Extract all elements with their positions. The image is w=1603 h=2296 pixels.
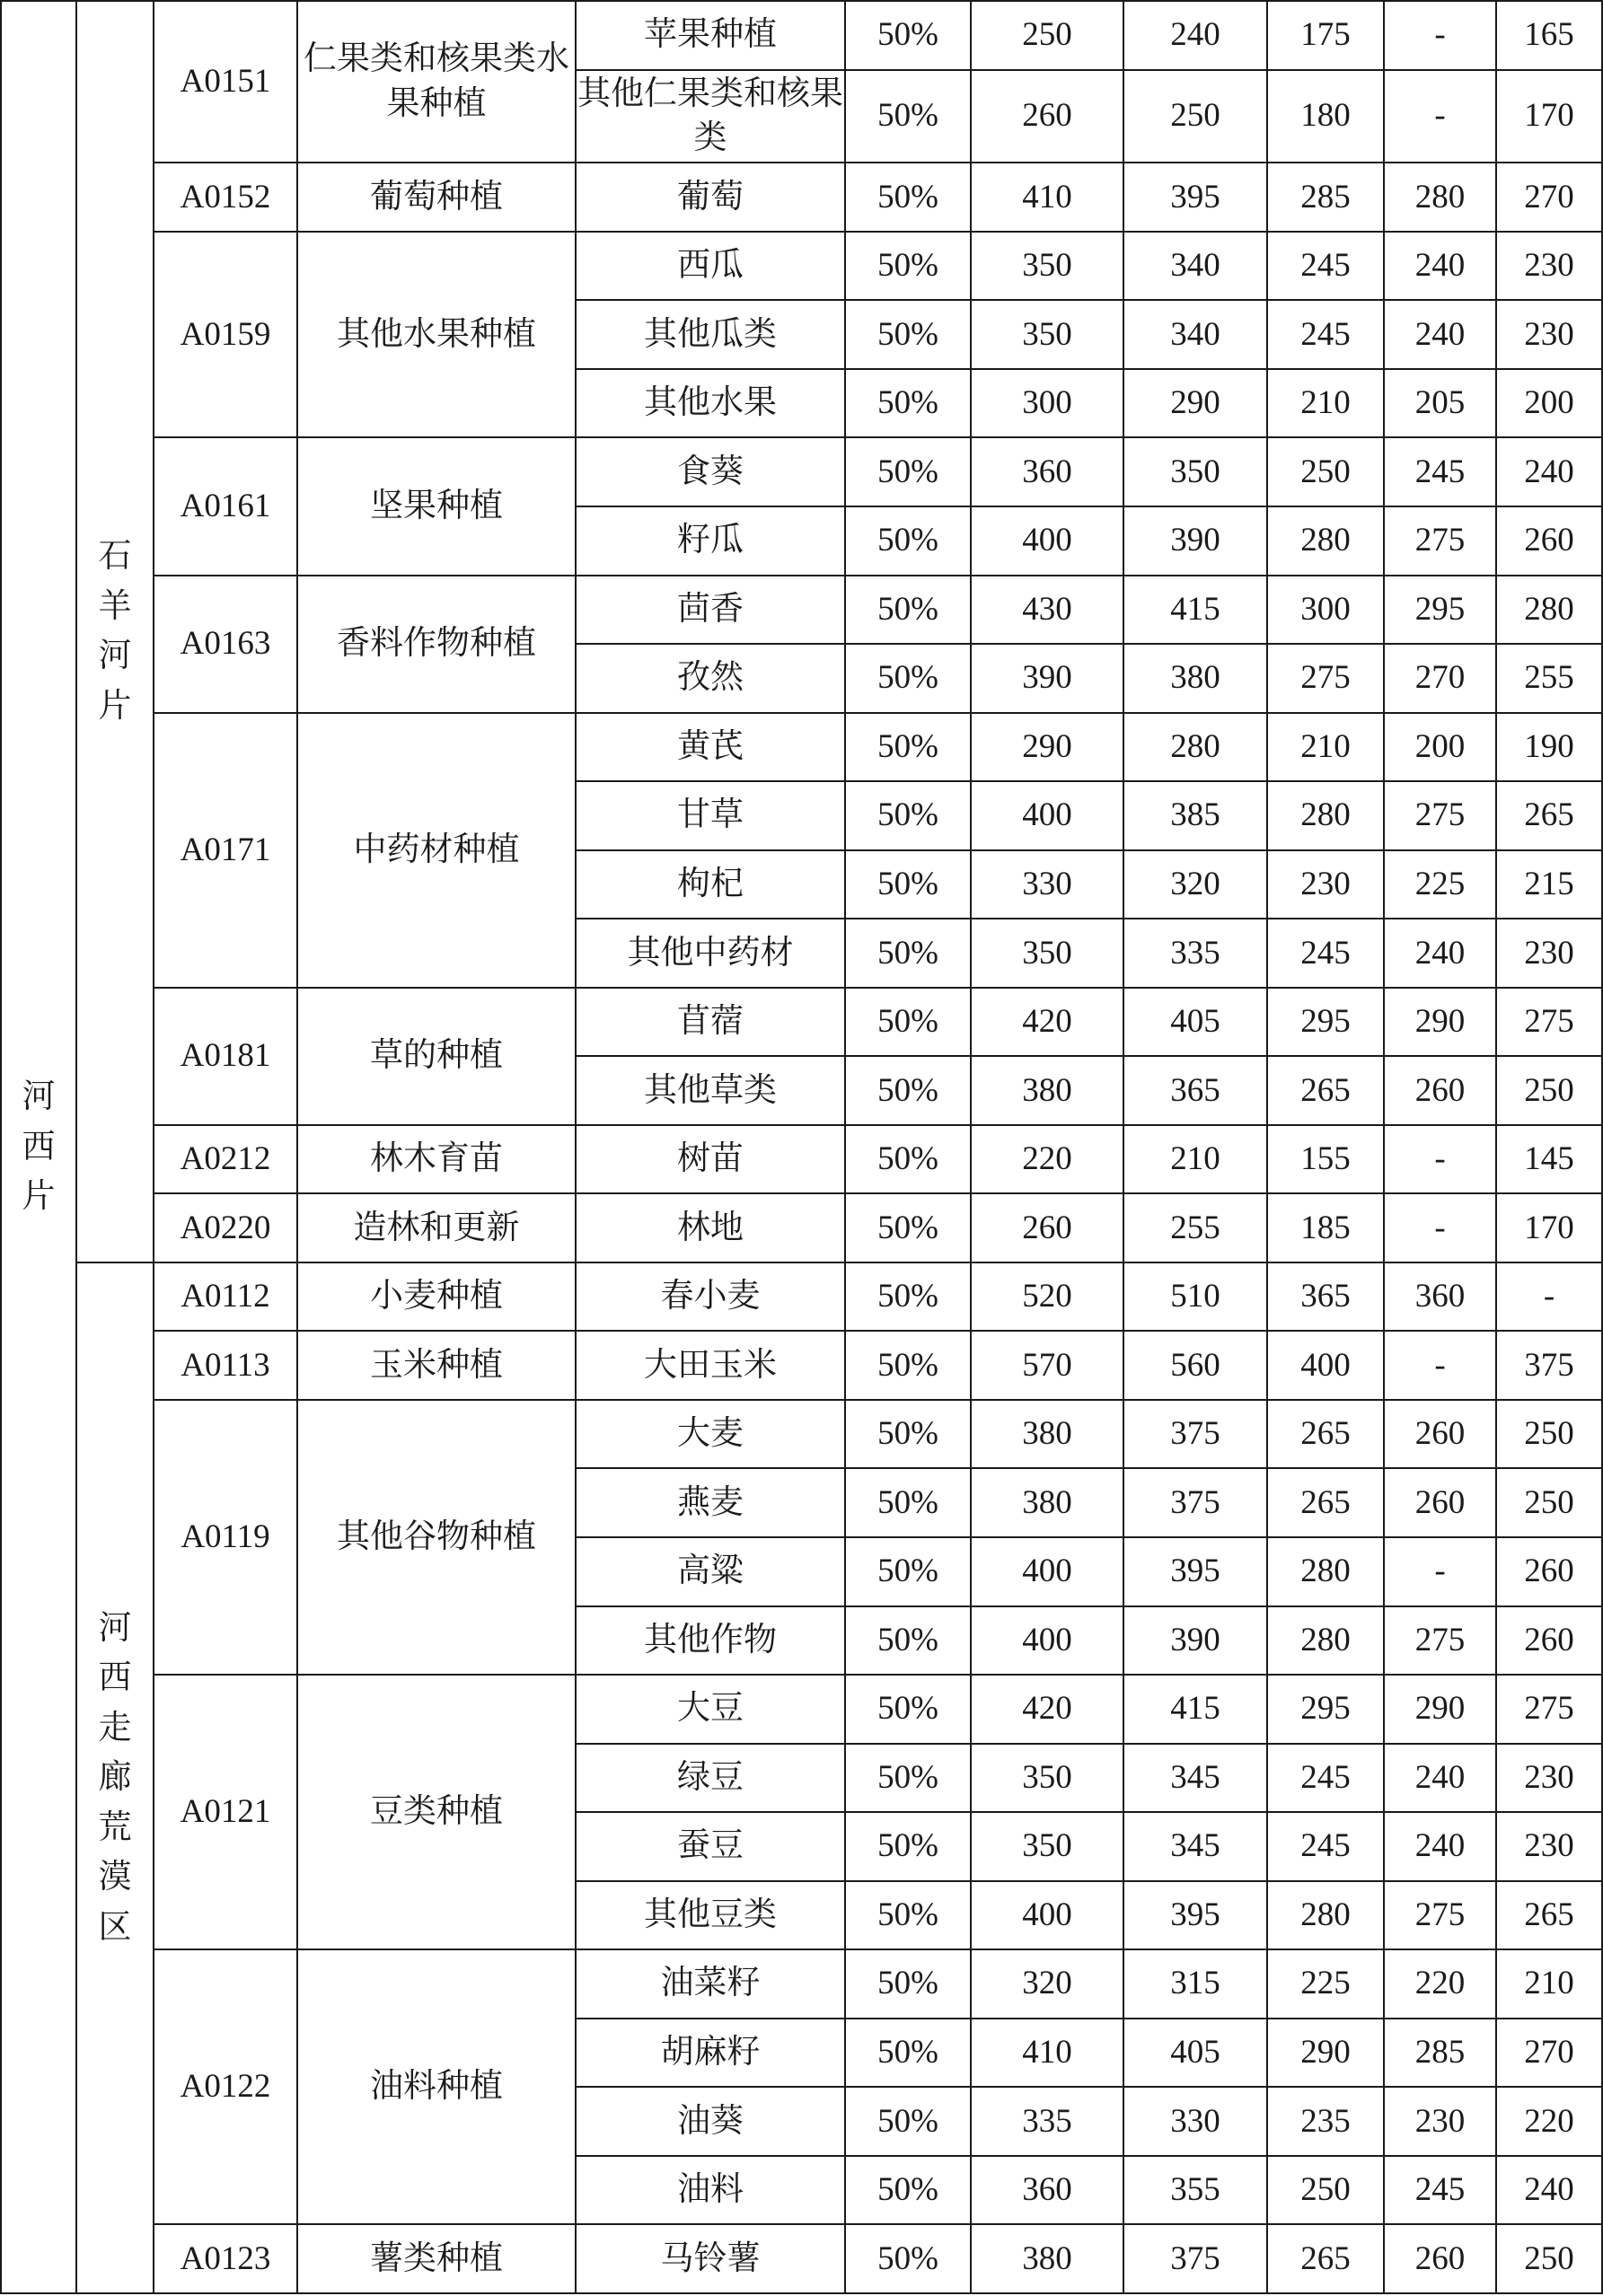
value-cell-4: 285 bbox=[1384, 2019, 1496, 2088]
code-cell: A0220 bbox=[154, 1193, 297, 1262]
ratio-cell: 50% bbox=[845, 1056, 971, 1125]
category-cell: 玉米种植 bbox=[297, 1331, 576, 1400]
code-cell: A0112 bbox=[154, 1262, 297, 1332]
ratio-cell: 50% bbox=[845, 1262, 971, 1332]
table-row bbox=[1, 1400, 1602, 1469]
ratio-cell: 50% bbox=[845, 1675, 971, 1744]
value-cell-4: 290 bbox=[1384, 988, 1496, 1057]
category-cell: 林木育苗 bbox=[297, 1125, 576, 1194]
value-cell-1: 350 bbox=[971, 300, 1123, 369]
ratio-cell: 50% bbox=[845, 1744, 971, 1813]
category-cell: 其他谷物种植 bbox=[297, 1400, 576, 1675]
ratio-cell: 50% bbox=[845, 576, 971, 645]
value-cell-3: 275 bbox=[1267, 644, 1384, 713]
value-cell-1: 360 bbox=[971, 437, 1123, 506]
value-cell-2: 375 bbox=[1123, 1400, 1267, 1469]
value-cell-4: 240 bbox=[1384, 919, 1496, 988]
value-cell-2: 340 bbox=[1123, 300, 1267, 369]
value-cell-2: 405 bbox=[1123, 2019, 1267, 2088]
value-cell-5: - bbox=[1496, 1262, 1602, 1332]
value-cell-1: 400 bbox=[971, 1881, 1123, 1950]
table-row bbox=[1, 988, 1602, 1057]
code-cell: A0122 bbox=[154, 1949, 297, 2224]
value-cell-1: 300 bbox=[971, 369, 1123, 438]
value-cell-3: 280 bbox=[1267, 781, 1384, 850]
value-cell-1: 350 bbox=[971, 1744, 1123, 1813]
value-cell-1: 570 bbox=[971, 1331, 1123, 1400]
crop-name-cell: 树苗 bbox=[576, 1125, 845, 1194]
category-cell: 中药材种植 bbox=[297, 713, 576, 988]
value-cell-5: 260 bbox=[1496, 506, 1602, 576]
ratio-cell: 50% bbox=[845, 988, 971, 1057]
value-cell-3: 250 bbox=[1267, 2156, 1384, 2225]
value-cell-2: 335 bbox=[1123, 919, 1267, 988]
value-cell-4: 295 bbox=[1384, 576, 1496, 645]
value-cell-1: 350 bbox=[971, 232, 1123, 301]
code-cell: A0119 bbox=[154, 1400, 297, 1675]
value-cell-3: 250 bbox=[1267, 437, 1384, 506]
crop-name-cell: 苹果种植 bbox=[576, 1, 845, 70]
crop-name-cell: 绿豆 bbox=[576, 1744, 845, 1813]
value-cell-3: 295 bbox=[1267, 1675, 1384, 1744]
value-cell-1: 220 bbox=[971, 1125, 1123, 1194]
value-cell-3: 265 bbox=[1267, 1400, 1384, 1469]
value-cell-3: 265 bbox=[1267, 1468, 1384, 1537]
value-cell-4: 280 bbox=[1384, 163, 1496, 232]
value-cell-4: - bbox=[1384, 1, 1496, 70]
value-cell-3: 365 bbox=[1267, 1262, 1384, 1332]
subregion-label: 河西走廊荒漠区 bbox=[98, 1609, 132, 1946]
code-cell: A0152 bbox=[154, 163, 297, 232]
ratio-cell: 50% bbox=[845, 919, 971, 988]
ratio-cell: 50% bbox=[845, 1881, 971, 1950]
value-cell-1: 430 bbox=[971, 576, 1123, 645]
category-cell: 薯类种植 bbox=[297, 2224, 576, 2293]
value-cell-1: 410 bbox=[971, 163, 1123, 232]
ratio-cell: 50% bbox=[845, 1193, 971, 1262]
crop-name-cell: 黄芪 bbox=[576, 713, 845, 782]
crop-name-cell: 油葵 bbox=[576, 2087, 845, 2156]
crop-name-cell: 苜蓿 bbox=[576, 988, 845, 1057]
ratio-cell: 50% bbox=[845, 2224, 971, 2293]
value-cell-5: 215 bbox=[1496, 850, 1602, 919]
value-cell-3: 245 bbox=[1267, 300, 1384, 369]
value-cell-5: 265 bbox=[1496, 781, 1602, 850]
value-cell-3: 280 bbox=[1267, 1606, 1384, 1676]
value-cell-2: 415 bbox=[1123, 1675, 1267, 1744]
value-cell-3: 180 bbox=[1267, 70, 1384, 163]
code-cell: A0181 bbox=[154, 988, 297, 1125]
value-cell-5: 220 bbox=[1496, 2087, 1602, 2156]
value-cell-3: 295 bbox=[1267, 988, 1384, 1057]
ratio-cell: 50% bbox=[845, 1, 971, 70]
value-cell-5: 200 bbox=[1496, 369, 1602, 438]
code-cell: A0151 bbox=[154, 1, 297, 163]
value-cell-2: 390 bbox=[1123, 1606, 1267, 1676]
ratio-cell: 50% bbox=[845, 2156, 971, 2225]
value-cell-5: 230 bbox=[1496, 919, 1602, 988]
subregion-cell bbox=[76, 1262, 154, 2293]
value-cell-3: 225 bbox=[1267, 1949, 1384, 2019]
crop-name-cell: 茴香 bbox=[576, 576, 845, 645]
value-cell-2: 250 bbox=[1123, 70, 1267, 163]
value-cell-1: 400 bbox=[971, 1537, 1123, 1606]
category-cell: 坚果种植 bbox=[297, 437, 576, 575]
code-cell: A0171 bbox=[154, 713, 297, 988]
value-cell-1: 320 bbox=[971, 1949, 1123, 2019]
value-cell-2: 385 bbox=[1123, 781, 1267, 850]
value-cell-5: 275 bbox=[1496, 988, 1602, 1057]
ratio-cell: 50% bbox=[845, 506, 971, 576]
value-cell-1: 260 bbox=[971, 1193, 1123, 1262]
ratio-cell: 50% bbox=[845, 1125, 971, 1194]
crop-name-cell: 油菜籽 bbox=[576, 1949, 845, 2019]
crop-name-cell: 马铃薯 bbox=[576, 2224, 845, 2293]
ratio-cell: 50% bbox=[845, 850, 971, 919]
value-cell-3: 285 bbox=[1267, 163, 1384, 232]
value-cell-5: 270 bbox=[1496, 2019, 1602, 2088]
value-cell-2: 330 bbox=[1123, 2087, 1267, 2156]
value-cell-3: 265 bbox=[1267, 2224, 1384, 2293]
value-cell-3: 245 bbox=[1267, 1812, 1384, 1881]
table-row bbox=[1, 1193, 1602, 1262]
value-cell-4: 360 bbox=[1384, 1262, 1496, 1332]
crop-name-cell: 大麦 bbox=[576, 1400, 845, 1469]
code-cell: A0161 bbox=[154, 437, 297, 575]
ratio-cell: 50% bbox=[845, 1606, 971, 1676]
value-cell-1: 380 bbox=[971, 1056, 1123, 1125]
value-cell-2: 375 bbox=[1123, 1468, 1267, 1537]
value-cell-5: 240 bbox=[1496, 437, 1602, 506]
value-cell-5: 265 bbox=[1496, 1881, 1602, 1950]
category-cell: 油料种植 bbox=[297, 1949, 576, 2224]
crop-name-cell: 油料 bbox=[576, 2156, 845, 2225]
value-cell-3: 185 bbox=[1267, 1193, 1384, 1262]
ratio-cell: 50% bbox=[845, 2019, 971, 2088]
crop-name-cell: 其他草类 bbox=[576, 1056, 845, 1125]
value-cell-2: 345 bbox=[1123, 1812, 1267, 1881]
value-cell-5: 375 bbox=[1496, 1331, 1602, 1400]
value-cell-5: 170 bbox=[1496, 70, 1602, 163]
value-cell-4: 275 bbox=[1384, 506, 1496, 576]
value-cell-4: 205 bbox=[1384, 369, 1496, 438]
value-cell-1: 400 bbox=[971, 781, 1123, 850]
ratio-cell: 50% bbox=[845, 437, 971, 506]
value-cell-4: 290 bbox=[1384, 1675, 1496, 1744]
value-cell-2: 395 bbox=[1123, 1537, 1267, 1606]
crop-name-cell: 其他豆类 bbox=[576, 1881, 845, 1950]
subregion-cell bbox=[76, 1, 154, 1262]
value-cell-3: 280 bbox=[1267, 1537, 1384, 1606]
table-row bbox=[1, 1675, 1602, 1744]
value-cell-2: 365 bbox=[1123, 1056, 1267, 1125]
crop-name-cell: 其他中药材 bbox=[576, 919, 845, 988]
ratio-cell: 50% bbox=[845, 1537, 971, 1606]
category-cell: 葡萄种植 bbox=[297, 163, 576, 232]
value-cell-4: - bbox=[1384, 1193, 1496, 1262]
value-cell-3: 300 bbox=[1267, 576, 1384, 645]
table-row bbox=[1, 2224, 1602, 2293]
value-cell-5: 190 bbox=[1496, 713, 1602, 782]
category-cell: 仁果类和核果类水果种植 bbox=[297, 1, 576, 163]
crop-name-cell: 燕麦 bbox=[576, 1468, 845, 1537]
value-cell-2: 345 bbox=[1123, 1744, 1267, 1813]
ratio-cell: 50% bbox=[845, 2087, 971, 2156]
value-cell-3: 245 bbox=[1267, 1744, 1384, 1813]
value-cell-1: 380 bbox=[971, 2224, 1123, 2293]
value-cell-3: 155 bbox=[1267, 1125, 1384, 1194]
ratio-cell: 50% bbox=[845, 300, 971, 369]
crop-name-cell: 籽瓜 bbox=[576, 506, 845, 576]
value-cell-2: 315 bbox=[1123, 1949, 1267, 2019]
table-row bbox=[1, 1125, 1602, 1194]
crop-name-cell: 西瓜 bbox=[576, 232, 845, 301]
crop-name-cell: 大田玉米 bbox=[576, 1331, 845, 1400]
ratio-cell: 50% bbox=[845, 1468, 971, 1537]
value-cell-1: 390 bbox=[971, 644, 1123, 713]
table-row bbox=[1, 437, 1602, 506]
value-cell-1: 335 bbox=[971, 2087, 1123, 2156]
value-cell-5: 145 bbox=[1496, 1125, 1602, 1194]
value-cell-2: 395 bbox=[1123, 1881, 1267, 1950]
crop-name-cell: 大豆 bbox=[576, 1675, 845, 1744]
value-cell-3: 210 bbox=[1267, 713, 1384, 782]
value-cell-3: 235 bbox=[1267, 2087, 1384, 2156]
ratio-cell: 50% bbox=[845, 369, 971, 438]
code-cell: A0212 bbox=[154, 1125, 297, 1194]
table-row bbox=[1, 1331, 1602, 1400]
value-cell-5: 250 bbox=[1496, 1400, 1602, 1469]
value-cell-5: 250 bbox=[1496, 1056, 1602, 1125]
crop-name-cell: 胡麻籽 bbox=[576, 2019, 845, 2088]
table-row bbox=[1, 163, 1602, 232]
value-cell-3: 175 bbox=[1267, 1, 1384, 70]
value-cell-5: 280 bbox=[1496, 576, 1602, 645]
value-cell-4: - bbox=[1384, 1537, 1496, 1606]
value-cell-4: 220 bbox=[1384, 1949, 1496, 2019]
value-cell-2: 390 bbox=[1123, 506, 1267, 576]
value-cell-2: 380 bbox=[1123, 644, 1267, 713]
value-cell-1: 520 bbox=[971, 1262, 1123, 1332]
value-cell-5: 270 bbox=[1496, 163, 1602, 232]
value-cell-5: 260 bbox=[1496, 1537, 1602, 1606]
category-cell: 豆类种植 bbox=[297, 1675, 576, 1949]
crop-name-cell: 葡萄 bbox=[576, 163, 845, 232]
value-cell-5: 275 bbox=[1496, 1675, 1602, 1744]
value-cell-1: 350 bbox=[971, 919, 1123, 988]
value-cell-5: 255 bbox=[1496, 644, 1602, 713]
crop-name-cell: 蚕豆 bbox=[576, 1812, 845, 1881]
value-cell-5: 250 bbox=[1496, 1468, 1602, 1537]
value-cell-3: 280 bbox=[1267, 1881, 1384, 1950]
value-cell-2: 210 bbox=[1123, 1125, 1267, 1194]
value-cell-1: 260 bbox=[971, 70, 1123, 163]
value-cell-4: 240 bbox=[1384, 232, 1496, 301]
subregion-label: 石羊河片 bbox=[98, 538, 132, 725]
crop-name-cell: 食葵 bbox=[576, 437, 845, 506]
value-cell-1: 410 bbox=[971, 2019, 1123, 2088]
table-row bbox=[1, 1262, 1602, 1332]
table-row bbox=[1, 1949, 1602, 2019]
value-cell-5: 210 bbox=[1496, 1949, 1602, 2019]
table-row bbox=[1, 713, 1602, 782]
table-row bbox=[1, 1, 1602, 70]
ratio-cell: 50% bbox=[845, 1812, 971, 1881]
value-cell-5: 230 bbox=[1496, 1812, 1602, 1881]
code-cell: A0123 bbox=[154, 2224, 297, 2293]
value-cell-4: 260 bbox=[1384, 1056, 1496, 1125]
value-cell-4: 240 bbox=[1384, 1812, 1496, 1881]
crop-name-cell: 其他瓜类 bbox=[576, 300, 845, 369]
table-row bbox=[1, 576, 1602, 645]
crop-name-cell: 孜然 bbox=[576, 644, 845, 713]
ratio-cell: 50% bbox=[845, 163, 971, 232]
region-cell bbox=[1, 1, 76, 2293]
value-cell-4: 260 bbox=[1384, 1468, 1496, 1537]
value-cell-4: 275 bbox=[1384, 1881, 1496, 1950]
table-body bbox=[1, 1, 1602, 2293]
value-cell-2: 255 bbox=[1123, 1193, 1267, 1262]
category-cell: 草的种植 bbox=[297, 988, 576, 1125]
ratio-cell: 50% bbox=[845, 1949, 971, 2019]
ratio-cell: 50% bbox=[845, 70, 971, 163]
value-cell-2: 510 bbox=[1123, 1262, 1267, 1332]
value-cell-5: 165 bbox=[1496, 1, 1602, 70]
value-cell-5: 230 bbox=[1496, 232, 1602, 301]
value-cell-1: 380 bbox=[971, 1468, 1123, 1537]
value-cell-3: 265 bbox=[1267, 1056, 1384, 1125]
crop-name-cell: 林地 bbox=[576, 1193, 845, 1262]
crop-name-cell: 甘草 bbox=[576, 781, 845, 850]
code-cell: A0163 bbox=[154, 576, 297, 713]
value-cell-3: 400 bbox=[1267, 1331, 1384, 1400]
code-cell: A0159 bbox=[154, 232, 297, 438]
value-cell-5: 250 bbox=[1496, 2224, 1602, 2293]
value-cell-4: 200 bbox=[1384, 713, 1496, 782]
value-cell-3: 290 bbox=[1267, 2019, 1384, 2088]
crop-name-cell: 春小麦 bbox=[576, 1262, 845, 1332]
value-cell-1: 360 bbox=[971, 2156, 1123, 2225]
region-label: 河西片 bbox=[22, 1078, 56, 1216]
crop-name-cell: 其他仁果类和核果类 bbox=[576, 70, 845, 163]
value-cell-1: 400 bbox=[971, 506, 1123, 576]
value-cell-4: 270 bbox=[1384, 644, 1496, 713]
value-cell-5: 260 bbox=[1496, 1606, 1602, 1676]
category-cell: 造林和更新 bbox=[297, 1193, 576, 1262]
category-cell: 香料作物种植 bbox=[297, 576, 576, 713]
value-cell-1: 350 bbox=[971, 1812, 1123, 1881]
ratio-cell: 50% bbox=[845, 1331, 971, 1400]
value-cell-5: 240 bbox=[1496, 2156, 1602, 2225]
ratio-cell: 50% bbox=[845, 644, 971, 713]
value-cell-2: 395 bbox=[1123, 163, 1267, 232]
value-cell-4: 225 bbox=[1384, 850, 1496, 919]
value-cell-4: 260 bbox=[1384, 2224, 1496, 2293]
value-cell-1: 420 bbox=[971, 988, 1123, 1057]
table-row bbox=[1, 232, 1602, 301]
code-cell: A0113 bbox=[154, 1331, 297, 1400]
value-cell-4: - bbox=[1384, 1125, 1496, 1194]
value-cell-5: 230 bbox=[1496, 300, 1602, 369]
value-cell-4: 275 bbox=[1384, 781, 1496, 850]
value-cell-2: 240 bbox=[1123, 1, 1267, 70]
crop-name-cell: 高粱 bbox=[576, 1537, 845, 1606]
value-cell-4: 245 bbox=[1384, 2156, 1496, 2225]
value-cell-1: 250 bbox=[971, 1, 1123, 70]
category-cell: 小麦种植 bbox=[297, 1262, 576, 1332]
value-cell-4: 240 bbox=[1384, 1744, 1496, 1813]
value-cell-4: 245 bbox=[1384, 437, 1496, 506]
value-cell-4: 230 bbox=[1384, 2087, 1496, 2156]
ratio-cell: 50% bbox=[845, 1400, 971, 1469]
value-cell-1: 380 bbox=[971, 1400, 1123, 1469]
ratio-cell: 50% bbox=[845, 781, 971, 850]
value-cell-4: 275 bbox=[1384, 1606, 1496, 1676]
value-cell-2: 350 bbox=[1123, 437, 1267, 506]
value-cell-2: 320 bbox=[1123, 850, 1267, 919]
value-cell-2: 290 bbox=[1123, 369, 1267, 438]
value-cell-2: 560 bbox=[1123, 1331, 1267, 1400]
code-cell: A0121 bbox=[154, 1675, 297, 1949]
ratio-cell: 50% bbox=[845, 232, 971, 301]
value-cell-4: - bbox=[1384, 70, 1496, 163]
value-cell-2: 375 bbox=[1123, 2224, 1267, 2293]
value-cell-1: 330 bbox=[971, 850, 1123, 919]
value-cell-3: 230 bbox=[1267, 850, 1384, 919]
value-cell-4: - bbox=[1384, 1331, 1496, 1400]
ratio-cell: 50% bbox=[845, 713, 971, 782]
value-cell-2: 340 bbox=[1123, 232, 1267, 301]
value-cell-1: 400 bbox=[971, 1606, 1123, 1676]
value-cell-4: 260 bbox=[1384, 1400, 1496, 1469]
category-cell: 其他水果种植 bbox=[297, 232, 576, 438]
crop-name-cell: 其他作物 bbox=[576, 1606, 845, 1676]
value-cell-1: 420 bbox=[971, 1675, 1123, 1744]
value-cell-1: 290 bbox=[971, 713, 1123, 782]
value-cell-3: 280 bbox=[1267, 506, 1384, 576]
value-cell-5: 170 bbox=[1496, 1193, 1602, 1262]
value-cell-2: 355 bbox=[1123, 2156, 1267, 2225]
value-cell-3: 245 bbox=[1267, 232, 1384, 301]
crop-name-cell: 枸杞 bbox=[576, 850, 845, 919]
value-cell-4: 240 bbox=[1384, 300, 1496, 369]
value-cell-2: 280 bbox=[1123, 713, 1267, 782]
value-cell-3: 245 bbox=[1267, 919, 1384, 988]
value-cell-3: 210 bbox=[1267, 369, 1384, 438]
crop-name-cell: 其他水果 bbox=[576, 369, 845, 438]
value-cell-2: 405 bbox=[1123, 988, 1267, 1057]
value-cell-5: 230 bbox=[1496, 1744, 1602, 1813]
value-cell-2: 415 bbox=[1123, 576, 1267, 645]
